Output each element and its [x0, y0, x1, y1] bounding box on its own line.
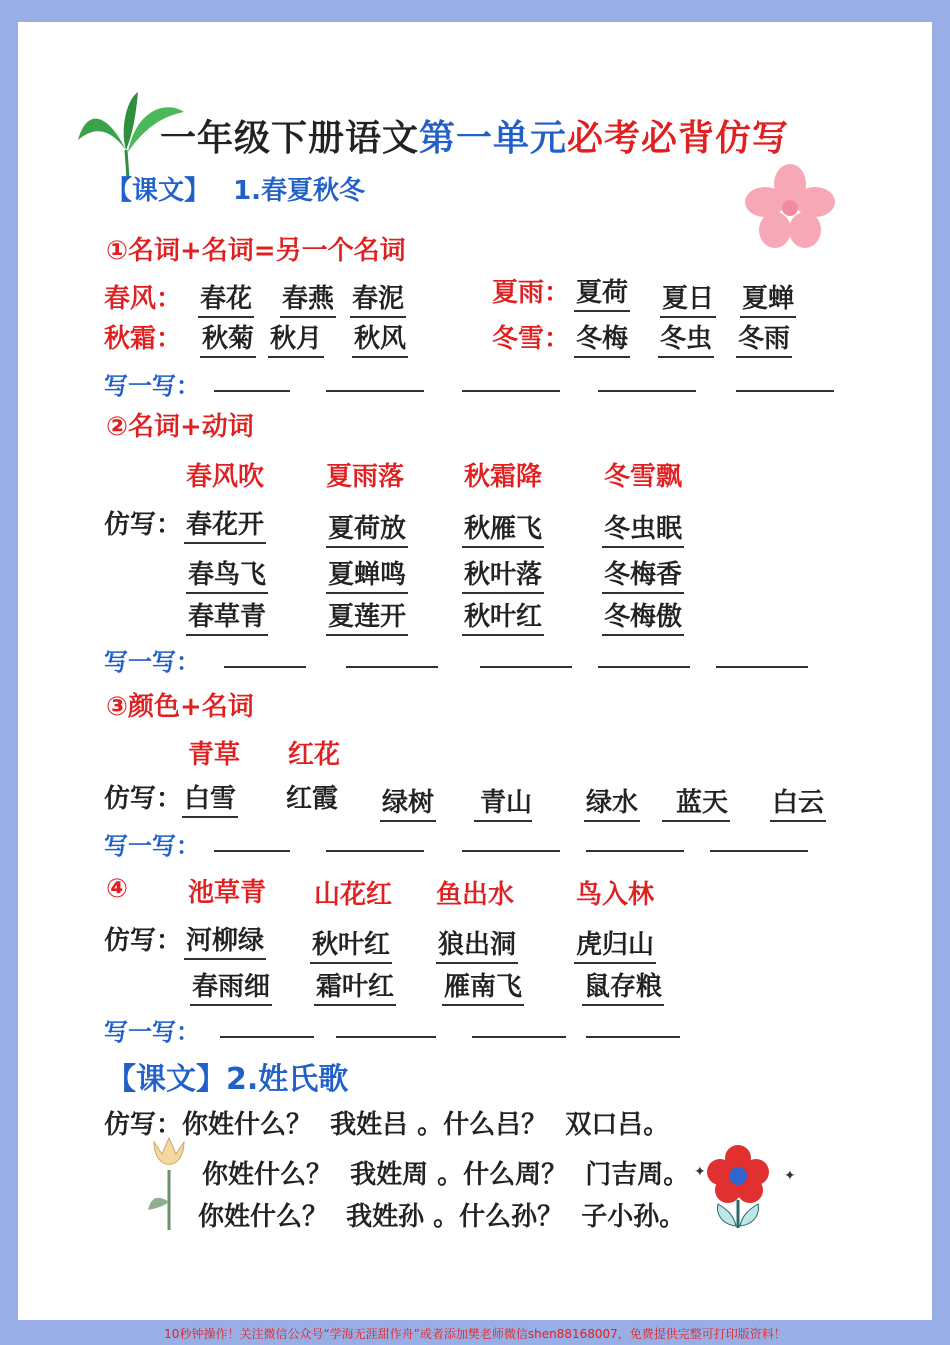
section3-heading: ③颜色+名词 — [106, 692, 254, 722]
write-blank[interactable] — [462, 390, 560, 392]
s2-copy-label: 仿写： — [104, 510, 183, 540]
tulip-icon — [144, 1132, 194, 1232]
s4-word: 霜叶红 — [314, 966, 396, 1006]
section4-number: ④ — [106, 874, 129, 904]
s2-example: 冬雪飘 — [604, 462, 683, 492]
s1-word: 秋风 — [352, 318, 408, 358]
lesson2-line: 你姓什么？ 我姓周 。什么周？ 门吉周。 — [202, 1160, 690, 1190]
s1-row1a-head: 春风： — [104, 284, 183, 314]
s4-copy-label: 仿写： — [104, 926, 183, 956]
s1-word: 冬雨 — [736, 318, 792, 358]
s2-example: 夏雨落 — [326, 462, 405, 492]
footer-note: 10秒钟操作！关注微信公众号“学海无涯甜作舟”或者添加樊老师微信shen88168007，免费提供完整可打印版资料！ — [164, 1327, 786, 1341]
s2-word: 夏蝉鸣 — [326, 554, 408, 594]
write-blank[interactable] — [326, 850, 424, 852]
s4-word: 河柳绿 — [184, 920, 266, 960]
s1-word: 秋菊 — [200, 318, 256, 358]
s1-word: 夏日 — [660, 278, 716, 318]
lesson1-name: 1.春夏秋冬 — [233, 176, 366, 206]
write-blank[interactable] — [462, 850, 560, 852]
write-blank[interactable] — [214, 390, 290, 392]
s2-word: 春鸟飞 — [186, 554, 268, 594]
title-topic: 必考必背仿写 — [567, 118, 790, 159]
s1-row2b-head: 冬雪： — [492, 324, 571, 354]
lesson2-header — [106, 1054, 348, 1098]
s1-word: 夏蝉 — [740, 278, 796, 318]
s1-row1b-head: 夏雨： — [492, 278, 571, 308]
s2-word: 春花开 — [184, 504, 266, 544]
title-grade: 一年级下册语文 — [160, 118, 420, 159]
s4-word: 春雨细 — [190, 966, 272, 1006]
s4-example: 山花红 — [314, 880, 393, 910]
s1-word: 春花 — [198, 278, 254, 318]
s3-word: 白雪 — [182, 778, 238, 818]
write-blank[interactable] — [224, 666, 306, 668]
s3-word: 绿水 — [584, 782, 640, 822]
s1-word: 夏荷 — [574, 272, 630, 312]
write-blank[interactable] — [220, 1036, 314, 1038]
s3-word: 青山 — [474, 782, 532, 822]
s1-write-label: 写一写： — [104, 372, 200, 400]
s4-example: 鸟入林 — [576, 880, 655, 910]
red-flower-icon — [686, 1140, 801, 1235]
lesson1-header — [106, 170, 365, 207]
lesson2-copy-label: 仿写： — [104, 1110, 183, 1140]
s2-word: 秋雁飞 — [462, 508, 544, 548]
lesson2-line: 你姓什么？ 我姓孙 。什么孙？ 子小孙。 — [198, 1202, 686, 1232]
s2-example: 春风吹 — [186, 462, 265, 492]
s3-word: 红霞 — [286, 784, 339, 814]
s2-word: 冬梅香 — [602, 554, 684, 594]
s2-word: 秋叶红 — [462, 596, 544, 636]
title-unit: 第一单元 — [419, 118, 568, 159]
svg-text:✦: ✦ — [784, 1168, 796, 1184]
write-blank[interactable] — [480, 666, 572, 668]
write-blank[interactable] — [586, 1036, 680, 1038]
write-blank[interactable] — [346, 666, 438, 668]
s2-example: 秋霜降 — [464, 462, 543, 492]
s3-word: 绿树 — [380, 782, 436, 822]
write-blank[interactable] — [736, 390, 834, 392]
lesson2-label: 【课文】 — [106, 1062, 226, 1097]
write-blank[interactable] — [586, 850, 684, 852]
write-blank[interactable] — [598, 390, 696, 392]
s3-word: 白云 — [770, 782, 826, 822]
page-title — [160, 110, 789, 161]
cherry-blossom-icon — [743, 162, 838, 252]
s4-write-label: 写一写： — [104, 1018, 200, 1046]
s3-example: 青草 — [188, 740, 241, 770]
write-blank[interactable] — [598, 666, 690, 668]
s2-word: 冬虫眠 — [602, 508, 684, 548]
s2-word: 夏荷放 — [326, 508, 408, 548]
section1-heading: ①名词+名词=另一个名词 — [106, 236, 406, 266]
lesson2-name: 2.姓氏歌 — [226, 1062, 349, 1097]
s2-write-label: 写一写： — [104, 648, 200, 676]
svg-text:✦: ✦ — [694, 1164, 706, 1180]
write-blank[interactable] — [336, 1036, 436, 1038]
s3-copy-label: 仿写： — [104, 784, 183, 814]
s1-row2a-head: 秋霜： — [104, 324, 183, 354]
s4-word: 秋叶红 — [310, 924, 392, 964]
s1-word: 春泥 — [350, 278, 406, 318]
s2-word: 春草青 — [186, 596, 268, 636]
lesson1-label: 【课文】 — [106, 176, 211, 206]
lesson2-line: 你姓什么？ 我姓吕 。什么吕？ 双口吕。 — [182, 1110, 670, 1140]
s2-word: 夏莲开 — [326, 596, 408, 636]
s2-word: 秋叶落 — [462, 554, 544, 594]
worksheet-page — [18, 22, 932, 1320]
write-blank[interactable] — [710, 850, 808, 852]
section2-heading: ②名词+动词 — [106, 412, 254, 442]
s3-write-label: 写一写： — [104, 832, 200, 860]
write-blank[interactable] — [326, 390, 424, 392]
s4-word: 狼出洞 — [436, 924, 518, 964]
s1-word: 秋月 — [268, 318, 324, 358]
s3-word: 蓝天 — [662, 782, 730, 822]
s2-word: 冬梅傲 — [602, 596, 684, 636]
write-blank[interactable] — [472, 1036, 566, 1038]
s4-example: 鱼出水 — [436, 880, 515, 910]
s4-word: 雁南飞 — [442, 966, 524, 1006]
s1-word: 春燕 — [280, 278, 336, 318]
s4-word: 鼠存粮 — [582, 966, 664, 1006]
write-blank[interactable] — [214, 850, 290, 852]
s4-example: 池草青 — [188, 878, 267, 908]
s1-word: 冬梅 — [574, 318, 630, 358]
s4-word: 虎归山 — [574, 924, 656, 964]
s1-word: 冬虫 — [658, 318, 714, 358]
write-blank[interactable] — [716, 666, 808, 668]
s3-example: 红花 — [288, 740, 341, 770]
